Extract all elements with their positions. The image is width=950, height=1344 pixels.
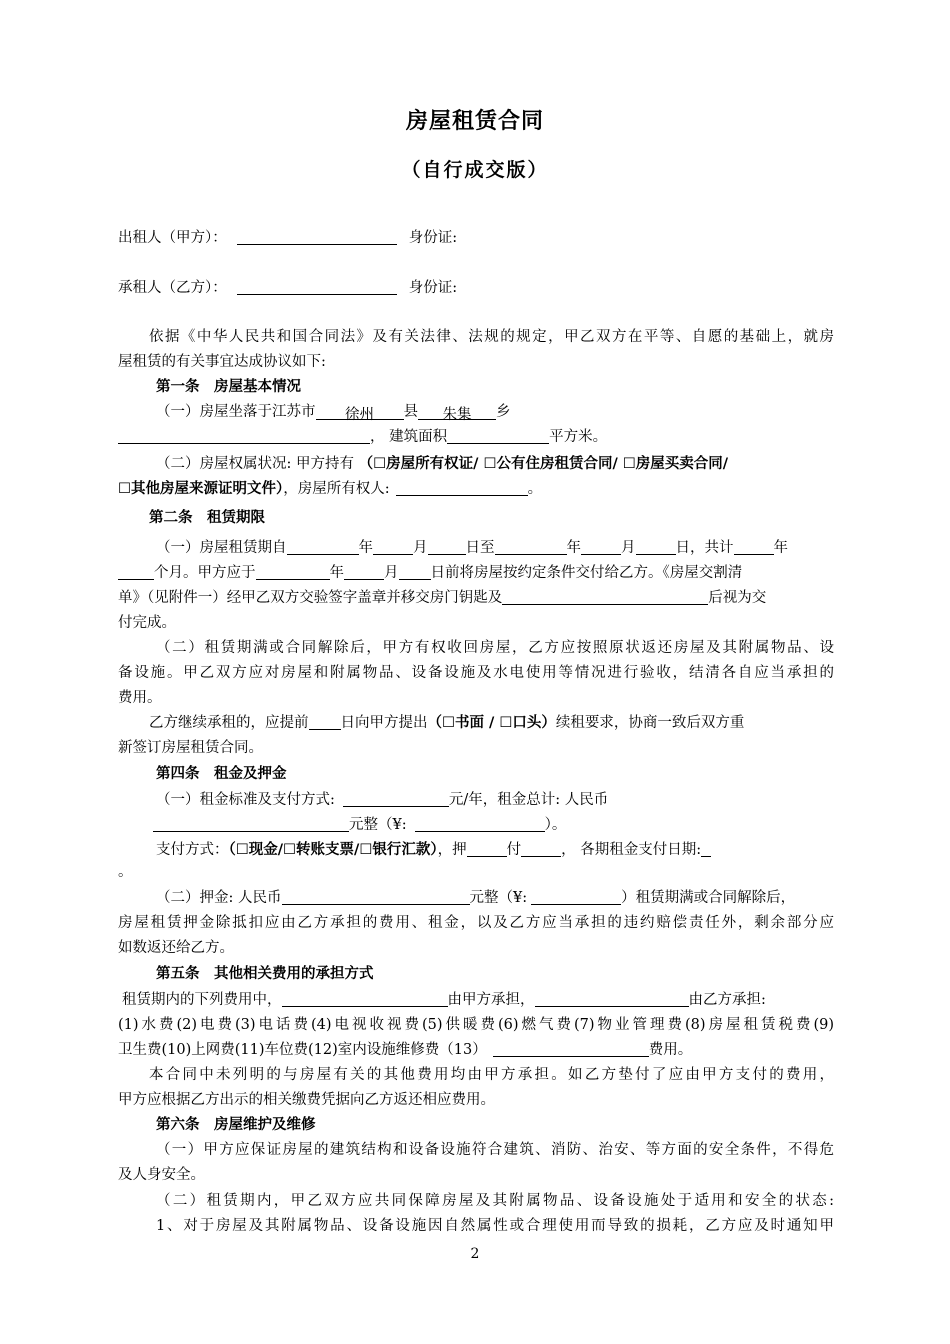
payment-date-label: ， 各期租金支付日期: [561,842,702,858]
total-months-blank [118,563,154,580]
deposit-words-blank [282,888,470,905]
art5-other-line-1: 本合同中未列明的与房屋有关的其他费用均由甲方承担。如乙方垫付了应由甲方支付的费用， [149,1067,834,1083]
deposit-label: （二）押金: 人民币 [156,890,282,906]
county-field: 朱集 [418,403,496,420]
lessor-line [118,226,834,250]
ownership-prefix: （二）房屋权属状况: 甲方持有 [156,456,359,472]
art4-rent-line-1 [156,788,834,812]
fees-label: 费用。 [648,1042,693,1058]
article-6-heading: 第六条 房屋维护及维修 [156,1117,316,1133]
area-blank [447,427,549,444]
checklist-text: 单》（见附件一）经甲乙双方交验签字盖章并移交房门钥匙及 [118,590,503,606]
art2-renewal-line-1 [149,711,834,735]
end-day-blank [636,538,676,555]
article-5-heading: 第五条 其他相关费用的承担方式 [156,966,374,982]
city-field: 徐州 [316,403,404,420]
lessor-fees-blank [282,990,448,1007]
art4-deposit-line-3: 如数返还给乙方。 [118,940,234,956]
until-label: 日至 [465,540,495,556]
ownership-options-end: ☐其他房屋来源证明文件） [118,481,284,497]
art4-rent-line-2 [153,813,869,837]
art6-p2-line-1: （二）租赁期内，甲乙双方应共同保障房屋及其附属物品、设备设施处于适用和安全的状态: [156,1193,834,1209]
lessee-id-label: 身份证: [408,280,458,296]
art2-term-line-3 [118,586,834,610]
lessor-label: 出租人（甲方）： [118,230,227,246]
art2-return-line-3: 费用。 [118,690,162,706]
art6-p1-line-1: （一）甲方应保证房屋的建筑结构和设备设施符合建筑、消防、治安、等方面的安全条件，不得危 [156,1142,834,1158]
end-month-blank [581,538,621,555]
renewal-suffix: 续租要求，协商一致后双方重 [555,715,745,731]
document-title: 房屋租赁合同 [405,109,544,134]
deposit-months-label: ，押 [437,842,467,858]
page-number: 2 [470,1246,480,1262]
township-label: 乡 [496,404,511,420]
payment-method-label: 支付方式： [156,842,229,858]
art2-term-line-2 [118,561,834,585]
year-label-3: 年 [773,540,788,556]
lessee-name-blank [237,278,397,295]
deposit-return-text: ）租赁期满或合同解除后， [621,890,796,906]
start-year-blank [287,538,359,555]
month-label-2: 月 [621,540,636,556]
pay-months-blank [521,840,561,857]
art2-return-line-1: （二）租赁期满或合同解除后，甲方有权收回房屋，乙方应按照原状返还房屋及其附属物品、设 [156,640,834,656]
renewal-prefix: 乙方继续承租的，应提前 [149,715,309,731]
handover-year-blank [256,563,330,580]
rent-total-yuan-label: 元整（¥: [349,817,407,833]
art6-p3-line-1: 1、对于房屋及其附属物品、设备设施因自然属性或合理使用而导致的损耗，乙方应及时通知甲 [156,1218,834,1234]
handover-text: 日前将房屋按约定条件交付给乙方。《房屋交割清 [430,565,743,581]
ownership-end: 。 [527,481,543,497]
art1-location-line [156,400,834,424]
lessee-fees-blank [535,990,689,1007]
year-label: 年 [358,540,373,556]
art4-deposit-line-1 [156,886,834,910]
intro-line-1: 依据《中华人民共和国合同法》及有关法律、法规的规定，甲乙双方在平等、自愿的基础上，就房 [149,329,834,345]
area-label: ， 建筑面积 [370,429,448,445]
total-label: 日，共计 [675,540,734,556]
renewal-mid: 日向甲方提出 [340,715,428,731]
article-1-heading: 第一条 房屋基本情况 [156,379,301,395]
art1-location-prefix: （一）房屋坐落于江苏市 [156,404,316,420]
month-label-4: 月 [384,565,399,581]
rent-total-words-blank [153,815,349,832]
rent-per-year-blank [343,790,449,807]
year-label-2: 年 [566,540,581,556]
handover-prefix: 个月。甲方应于 [154,565,256,581]
document-subtitle: （自行成交版） [401,159,549,181]
lessee-fees-label: 由乙方承担: [688,992,766,1008]
ownership-options: （☐房屋所有权证/ ☐公有住房租赁合同/ ☐房屋买卖合同/ [358,456,729,472]
article-4-heading: 第四条 租金及押金 [156,766,287,782]
art5-fees-list-line-1: (1)水费(2)电费(3)电话费(4)电视收视费(5)供暖费(6)燃气费(7)物业管理费(8)房屋租赁税费(9) [118,1017,834,1033]
start-month-blank [373,538,413,555]
renewal-days-blank [309,713,341,730]
rent-total-amount-blank [415,815,545,832]
art4-deposit-line-2: 房屋租赁押金除抵扣应由乙方承担的费用、租金，以及乙方应当承担的违约赔偿责任外，剩余部分应 [118,915,834,931]
start-day-blank [428,538,466,555]
intro-line-2: 屋租赁的有关事宜达成协议如下: [118,354,326,370]
deposit-months-blank [467,840,507,857]
art5-fees-list-line-2 [118,1038,834,1062]
art2-term-line-1 [156,536,834,560]
owner-label: ，房屋所有权人: [283,481,390,497]
fees-prefix: 租赁期内的下列费用中， [122,992,282,1008]
art4-payment-end: 。 [118,864,133,880]
art2-term-line-4: 付完成。 [118,615,176,631]
delivery-text: 后视为交 [708,590,767,606]
lessor-id-label: 身份证: [408,230,458,246]
month-label: 月 [413,540,428,556]
other-fees-blank [493,1040,649,1057]
area-unit: 平方米。 [549,429,608,445]
lessor-fees-label: 由甲方承担， [447,992,535,1008]
art6-p1-line-2: 及人身安全。 [118,1167,205,1183]
art2-return-line-2: 备设施。甲乙双方应对房屋和附属物品、设备设施及水电使用等情况进行验收，结清各自应当承担的 [118,665,834,681]
term-prefix: （一）房屋租赁期自 [156,540,287,556]
rent-standard-label: （一）租金标准及支付方式: [156,792,335,808]
deposit-yuan-label: 元整（¥: [469,890,528,906]
article-2-heading: 第二条 租赁期限 [149,510,265,526]
art5-fees-line-1 [122,988,834,1012]
owner-blank [396,479,528,496]
art4-payment-line [156,838,834,862]
keys-blank [502,588,708,605]
renewal-options: （☐书面 / ☐口头） [427,715,556,731]
rent-total-end: ）。 [544,817,567,833]
year-label-4: 年 [329,565,344,581]
handover-day-blank [399,563,431,580]
handover-month-blank [344,563,384,580]
lessee-label: 承租人（乙方）： [118,280,227,296]
payment-method-options: （☐现金/☐转账支票/☐银行汇款） [228,842,438,858]
county-label: 县 [403,404,418,420]
pay-months-label: 付 [506,842,522,858]
rent-total-label: 元/年，租金总计: 人民币 [448,792,609,808]
art5-other-line-2: 甲方应根据乙方出示的相关缴费凭据向乙方返还相应费用。 [118,1092,495,1108]
lessee-line [118,276,834,300]
deposit-amount-blank [531,888,621,905]
art1-ownership-line-2 [118,477,834,501]
fees-list-end: 卫生费(10)上网费(11)车位费(12)室内设施维修费（13） [118,1042,487,1058]
lessor-name-blank [237,228,397,245]
payment-date-blank [701,840,711,857]
art2-renewal-line-2: 新签订房屋租赁合同。 [118,740,263,756]
end-year-blank [495,538,567,555]
address-blank [118,427,370,444]
art1-area-line [118,425,834,449]
total-years-blank [734,538,774,555]
art1-ownership-line-1 [156,452,834,476]
